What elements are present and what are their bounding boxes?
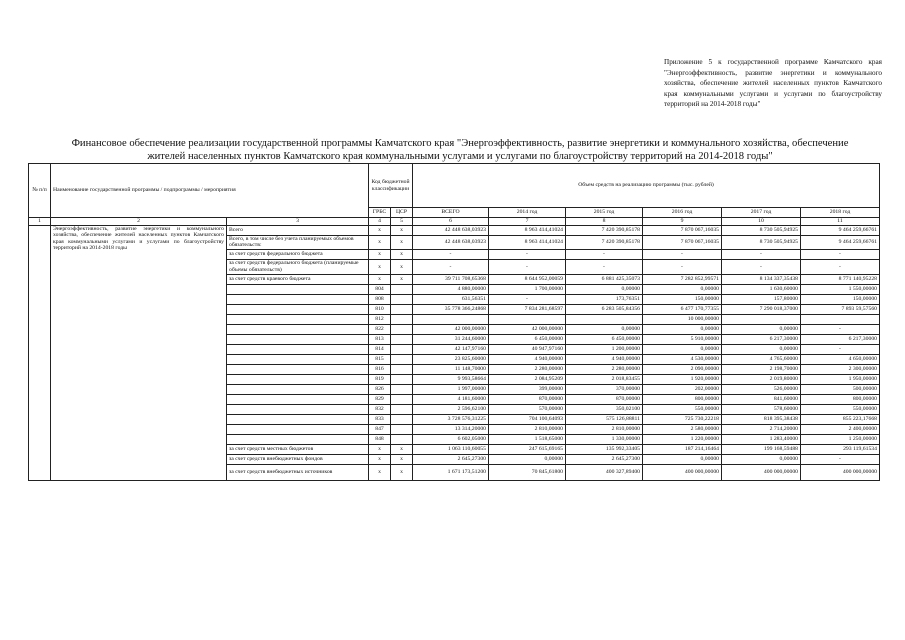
value-year: 4 940,00000 bbox=[489, 354, 566, 364]
value-year: 150,00000 bbox=[643, 294, 722, 304]
value-total: 13 314,20000 bbox=[413, 424, 489, 434]
value-total: - bbox=[413, 259, 489, 274]
value-year: 0,00000 bbox=[722, 454, 801, 464]
value-year: 2 714,20000 bbox=[722, 424, 801, 434]
csr-code bbox=[391, 294, 413, 304]
funding-source: за счет средств краевого бюджета bbox=[227, 274, 369, 284]
value-year: 2 084,95209 bbox=[489, 374, 566, 384]
value-year: 0,00000 bbox=[566, 284, 643, 294]
value-total: 2 645,27300 bbox=[413, 454, 489, 464]
value-year: 6 217,30000 bbox=[722, 334, 801, 344]
header-num: № п/п bbox=[29, 164, 51, 218]
value-year bbox=[722, 314, 801, 324]
value-year: 1 220,00000 bbox=[643, 434, 722, 444]
grbs-code: 804 bbox=[369, 284, 391, 294]
value-year: 5 910,00000 bbox=[643, 334, 722, 344]
value-year: 2 810,00000 bbox=[566, 424, 643, 434]
value-year: 7 870 067,16035 bbox=[643, 226, 722, 236]
csr-code bbox=[391, 324, 413, 334]
value-year: 4 765,60000 bbox=[722, 354, 801, 364]
value-year: 2 019,80000 bbox=[722, 374, 801, 384]
value-year bbox=[489, 314, 566, 324]
value-year: 6 450,00000 bbox=[566, 334, 643, 344]
csr-code bbox=[391, 374, 413, 384]
value-year: 150,00000 bbox=[801, 294, 880, 304]
header-grbs: ГРБС bbox=[369, 208, 391, 218]
value-year: 570,00000 bbox=[489, 404, 566, 414]
value-total: 23 825,60000 bbox=[413, 354, 489, 364]
value-year: - bbox=[566, 259, 643, 274]
value-year: 135 992,33405 bbox=[566, 444, 643, 454]
value-year: 400 000,00000 bbox=[722, 464, 801, 480]
row-number bbox=[29, 226, 51, 481]
value-year: 4 530,00000 bbox=[643, 354, 722, 364]
value-year: 4 940,00000 bbox=[566, 354, 643, 364]
funding-source: за счет средств внебюджетных источников bbox=[227, 464, 369, 480]
value-year: 2 300,00000 bbox=[801, 364, 880, 374]
value-year: 8 730 505,94925 bbox=[722, 226, 801, 236]
value-year: 550,00000 bbox=[643, 404, 722, 414]
grbs-code: x bbox=[369, 226, 391, 236]
value-year: 0,00000 bbox=[722, 324, 801, 334]
value-year: 40 947,97160 bbox=[489, 344, 566, 354]
value-total: 11 148,70000 bbox=[413, 364, 489, 374]
funding-source bbox=[227, 364, 369, 374]
funding-source bbox=[227, 324, 369, 334]
header-volume: Объем средств на реализацию программы (тыс. рублей) bbox=[413, 164, 880, 208]
csr-code: x bbox=[391, 444, 413, 454]
header-total: ВСЕГО bbox=[413, 208, 489, 218]
value-year: - bbox=[489, 259, 566, 274]
value-year: 7 290 018,37000 bbox=[722, 304, 801, 314]
value-year: - bbox=[722, 259, 801, 274]
grbs-code: 814 bbox=[369, 344, 391, 354]
value-total bbox=[413, 314, 489, 324]
value-year: 157,80000 bbox=[722, 294, 801, 304]
value-year: - bbox=[801, 344, 880, 354]
value-year: 1 330,00000 bbox=[566, 434, 643, 444]
value-year: 400 000,00000 bbox=[801, 464, 880, 480]
grbs-code: 832 bbox=[369, 404, 391, 414]
value-year: 8 963 414,41024 bbox=[489, 226, 566, 236]
grbs-code: 819 bbox=[369, 374, 391, 384]
funding-source bbox=[227, 424, 369, 434]
value-year: 70 845,61800 bbox=[489, 464, 566, 480]
value-year: - bbox=[489, 294, 566, 304]
column-number: 4 bbox=[369, 218, 391, 226]
value-year: 0,00000 bbox=[566, 324, 643, 334]
funding-source bbox=[227, 354, 369, 364]
value-year: 818 395,38438 bbox=[722, 414, 801, 424]
value-total: 39 711 708,65368 bbox=[413, 274, 489, 284]
value-year: 0,00000 bbox=[643, 344, 722, 354]
csr-code bbox=[391, 364, 413, 374]
value-total: 31 244,60000 bbox=[413, 334, 489, 344]
grbs-code: x bbox=[369, 464, 391, 480]
value-year bbox=[801, 314, 880, 324]
value-year: 725 730,22218 bbox=[643, 414, 722, 424]
value-year: 8 963 414,41024 bbox=[489, 236, 566, 250]
finance-table bbox=[28, 163, 880, 481]
funding-source: за счет средств федерального бюджета bbox=[227, 249, 369, 259]
grbs-code: x bbox=[369, 236, 391, 250]
csr-code: x bbox=[391, 454, 413, 464]
funding-source bbox=[227, 344, 369, 354]
value-year: 7 282 852,99571 bbox=[643, 274, 722, 284]
grbs-code: x bbox=[369, 249, 391, 259]
csr-code bbox=[391, 314, 413, 324]
value-year: 370,00000 bbox=[566, 384, 643, 394]
value-year: 1 700,00000 bbox=[489, 284, 566, 294]
value-year: 855 223,17668 bbox=[801, 414, 880, 424]
funding-source: за счет средств местных бюджетов bbox=[227, 444, 369, 454]
value-year: 870,00000 bbox=[566, 394, 643, 404]
value-year: - bbox=[489, 249, 566, 259]
funding-source: Всего bbox=[227, 226, 369, 236]
grbs-code: 813 bbox=[369, 334, 391, 344]
value-total: 42 448 638,03923 bbox=[413, 226, 489, 236]
funding-source bbox=[227, 314, 369, 324]
column-number: 1 bbox=[29, 218, 51, 226]
title-line-1: Финансовое обеспечение реализации государственной программы Камчатского края "Энергоэффективность, развитие энергетики и коммунального хозяйства, обеспечение bbox=[71, 138, 849, 149]
value-year: 293 119,61534 bbox=[801, 444, 880, 454]
value-year: 399,00000 bbox=[489, 384, 566, 394]
grbs-code: 812 bbox=[369, 314, 391, 324]
value-year: 800,00000 bbox=[643, 394, 722, 404]
value-year: 1 200,00000 bbox=[566, 344, 643, 354]
column-number: 2 bbox=[51, 218, 227, 226]
value-year: 7 420 390,85178 bbox=[566, 226, 643, 236]
value-year: - bbox=[566, 249, 643, 259]
funding-source bbox=[227, 334, 369, 344]
grbs-code: 833 bbox=[369, 414, 391, 424]
column-number: 9 bbox=[643, 218, 722, 226]
grbs-code: x bbox=[369, 454, 391, 464]
grbs-code: x bbox=[369, 259, 391, 274]
header-2017: 2017 год bbox=[722, 208, 801, 218]
value-year: 173,76351 bbox=[566, 294, 643, 304]
csr-code bbox=[391, 414, 413, 424]
value-total: 631,56351 bbox=[413, 294, 489, 304]
value-year: 6 217,30000 bbox=[801, 334, 880, 344]
header-2015: 2015 год bbox=[566, 208, 643, 218]
value-total: 42 448 638,03923 bbox=[413, 236, 489, 250]
column-number: 3 bbox=[227, 218, 369, 226]
funding-source bbox=[227, 404, 369, 414]
header-2018: 2018 год bbox=[801, 208, 880, 218]
value-year: 500,00000 bbox=[801, 384, 880, 394]
value-year: 1 920,00000 bbox=[643, 374, 722, 384]
csr-code: x bbox=[391, 274, 413, 284]
header-csr: ЦСР bbox=[391, 208, 413, 218]
value-total: 9 993,58664 bbox=[413, 374, 489, 384]
value-year: - bbox=[643, 259, 722, 274]
value-year: 6 881 425,35073 bbox=[566, 274, 643, 284]
value-year: 7 420 390,85178 bbox=[566, 236, 643, 250]
column-number: 10 bbox=[722, 218, 801, 226]
value-year bbox=[566, 314, 643, 324]
value-year: 187 214,16464 bbox=[643, 444, 722, 454]
value-year: 350,02100 bbox=[566, 404, 643, 414]
value-total: 42 147,97160 bbox=[413, 344, 489, 354]
value-total: 3 728 576,31225 bbox=[413, 414, 489, 424]
csr-code: x bbox=[391, 226, 413, 236]
value-year: 2 400,00000 bbox=[801, 424, 880, 434]
column-number: 8 bbox=[566, 218, 643, 226]
appendix-note: Приложение 5 к государственной программе Камчатского края "Энергоэффективность, развитие энергетики и коммунального хозяйства, обеспечение жителей населенных пунктов Камчатского края коммунальными услугами и услугами по благоустройству территорий на 2014-2018 годы" bbox=[664, 58, 882, 109]
csr-code: x bbox=[391, 249, 413, 259]
value-year: 841,60000 bbox=[722, 394, 801, 404]
funding-source bbox=[227, 374, 369, 384]
grbs-code: 822 bbox=[369, 324, 391, 334]
csr-code: x bbox=[391, 259, 413, 274]
value-year: 2 810,00000 bbox=[489, 424, 566, 434]
value-year: 0,00000 bbox=[643, 324, 722, 334]
grbs-code: x bbox=[369, 274, 391, 284]
grbs-code: 810 bbox=[369, 304, 391, 314]
csr-code bbox=[391, 384, 413, 394]
column-number: 7 bbox=[489, 218, 566, 226]
value-total: 4 880,00000 bbox=[413, 284, 489, 294]
value-year: 247 615,69165 bbox=[489, 444, 566, 454]
value-total: 1 997,00000 bbox=[413, 384, 489, 394]
csr-code bbox=[391, 434, 413, 444]
value-year: 704 100,64093 bbox=[489, 414, 566, 424]
csr-code: x bbox=[391, 236, 413, 250]
value-year: 526,00000 bbox=[722, 384, 801, 394]
column-number: 6 bbox=[413, 218, 489, 226]
grbs-code: 815 bbox=[369, 354, 391, 364]
value-year: 575 126,88811 bbox=[566, 414, 643, 424]
value-total: 2 596,62100 bbox=[413, 404, 489, 414]
grbs-code: 816 bbox=[369, 364, 391, 374]
table-row bbox=[29, 274, 880, 284]
csr-code bbox=[391, 354, 413, 364]
value-year: 7 893 59,57560 bbox=[801, 304, 880, 314]
funding-source bbox=[227, 434, 369, 444]
value-total: 1 063 110,60055 bbox=[413, 444, 489, 454]
value-year: 1 518,65000 bbox=[489, 434, 566, 444]
value-year: 9 464 259,66761 bbox=[801, 226, 880, 236]
value-year: 4 650,00000 bbox=[801, 354, 880, 364]
value-total: 42 000,00000 bbox=[413, 324, 489, 334]
csr-code bbox=[391, 304, 413, 314]
csr-code bbox=[391, 424, 413, 434]
value-total: 4 181,60000 bbox=[413, 394, 489, 404]
value-year: 9 464 259,66761 bbox=[801, 236, 880, 250]
value-year: - bbox=[801, 259, 880, 274]
value-year: - bbox=[722, 249, 801, 259]
column-number: 5 bbox=[391, 218, 413, 226]
grbs-code: 847 bbox=[369, 424, 391, 434]
value-year: 1 950,00000 bbox=[801, 374, 880, 384]
value-year: 0,00000 bbox=[722, 344, 801, 354]
funding-source bbox=[227, 284, 369, 294]
value-year: 400 000,00000 bbox=[643, 464, 722, 480]
value-year: - bbox=[801, 454, 880, 464]
program-name-cont bbox=[51, 274, 227, 480]
column-number: 11 bbox=[801, 218, 880, 226]
value-total: 35 778 366,24868 bbox=[413, 304, 489, 314]
value-year: 1 550,00000 bbox=[801, 284, 880, 294]
title-line-2: жителей населенных пунктов Камчатского края коммунальными услугами и услугами по благоустройству территорий на 2014-2018 годы" bbox=[147, 150, 773, 162]
value-year: 2 280,00000 bbox=[489, 364, 566, 374]
value-year: 2 580,00000 bbox=[643, 424, 722, 434]
value-year: 6 477 170,77355 bbox=[643, 304, 722, 314]
value-year: 578,60000 bbox=[722, 404, 801, 414]
value-year: 0,00000 bbox=[489, 454, 566, 464]
header-name: Наименование государственной программы / подпрограммы / мероприятия bbox=[51, 164, 369, 218]
value-year: 2 645,27300 bbox=[566, 454, 643, 464]
value-total: - bbox=[413, 249, 489, 259]
funding-source bbox=[227, 414, 369, 424]
funding-source: за счет средств внебюджетных фондов bbox=[227, 454, 369, 464]
funding-source: Всего, в том числе без учета планируемых объемов обязательств: bbox=[227, 236, 369, 250]
grbs-code: 808 bbox=[369, 294, 391, 304]
value-year: 800,00000 bbox=[801, 394, 880, 404]
value-year: 870,00000 bbox=[489, 394, 566, 404]
value-year: - bbox=[801, 324, 880, 334]
csr-code bbox=[391, 284, 413, 294]
funding-source: за счет средств федерального бюджета (планируемые объемы обязательств) bbox=[227, 259, 369, 274]
header-code: Код бюджетной классификации bbox=[369, 164, 413, 208]
grbs-code: 848 bbox=[369, 434, 391, 444]
csr-code bbox=[391, 404, 413, 414]
value-year: 1 283,40000 bbox=[722, 434, 801, 444]
value-year: - bbox=[643, 249, 722, 259]
grbs-code: x bbox=[369, 444, 391, 454]
value-year: 8 644 952,00059 bbox=[489, 274, 566, 284]
document-title bbox=[60, 138, 860, 163]
value-year: 2 018,83455 bbox=[566, 374, 643, 384]
funding-source bbox=[227, 394, 369, 404]
value-year: 550,00000 bbox=[801, 404, 880, 414]
value-year: 6 450,00000 bbox=[489, 334, 566, 344]
csr-code bbox=[391, 394, 413, 404]
value-year: 400 327,89400 bbox=[566, 464, 643, 480]
value-year: 1 630,60000 bbox=[722, 284, 801, 294]
value-year: 10 000,00000 bbox=[643, 314, 722, 324]
program-name: Энергоэффективность, развитие энергетики и коммунального хозяйства, обеспечение жителей населенных пунктов Камчатского края коммунальными услугами и услугами по благоустройству территорий на 2014-2018 годы bbox=[51, 226, 227, 275]
value-year: 7 870 067,16035 bbox=[643, 236, 722, 250]
value-year: 6 283 505,84356 bbox=[566, 304, 643, 314]
value-total: 6 602,05000 bbox=[413, 434, 489, 444]
header-2014: 2014 год bbox=[489, 208, 566, 218]
funding-source bbox=[227, 384, 369, 394]
value-year: 2 090,00000 bbox=[643, 364, 722, 374]
table-row bbox=[29, 226, 880, 236]
value-year: - bbox=[801, 249, 880, 259]
value-year: 199 168,59488 bbox=[722, 444, 801, 454]
value-year: 0,00000 bbox=[643, 454, 722, 464]
csr-code bbox=[391, 334, 413, 344]
value-year: 2 198,70000 bbox=[722, 364, 801, 374]
value-year: 7 834 281,68597 bbox=[489, 304, 566, 314]
value-year: 0,00000 bbox=[643, 284, 722, 294]
funding-source bbox=[227, 304, 369, 314]
value-year: 8 771 140,95228 bbox=[801, 274, 880, 284]
csr-code bbox=[391, 344, 413, 354]
grbs-code: 826 bbox=[369, 384, 391, 394]
value-year: 42 000,00000 bbox=[489, 324, 566, 334]
funding-source bbox=[227, 294, 369, 304]
value-total: 1 671 173,51200 bbox=[413, 464, 489, 480]
value-year: 1 250,00000 bbox=[801, 434, 880, 444]
value-year: 2 280,00000 bbox=[566, 364, 643, 374]
header-2016: 2016 год bbox=[643, 208, 722, 218]
value-year: 202,00000 bbox=[643, 384, 722, 394]
value-year: 8 134 337,35438 bbox=[722, 274, 801, 284]
grbs-code: 829 bbox=[369, 394, 391, 404]
value-year: 8 730 505,94925 bbox=[722, 236, 801, 250]
csr-code: x bbox=[391, 464, 413, 480]
